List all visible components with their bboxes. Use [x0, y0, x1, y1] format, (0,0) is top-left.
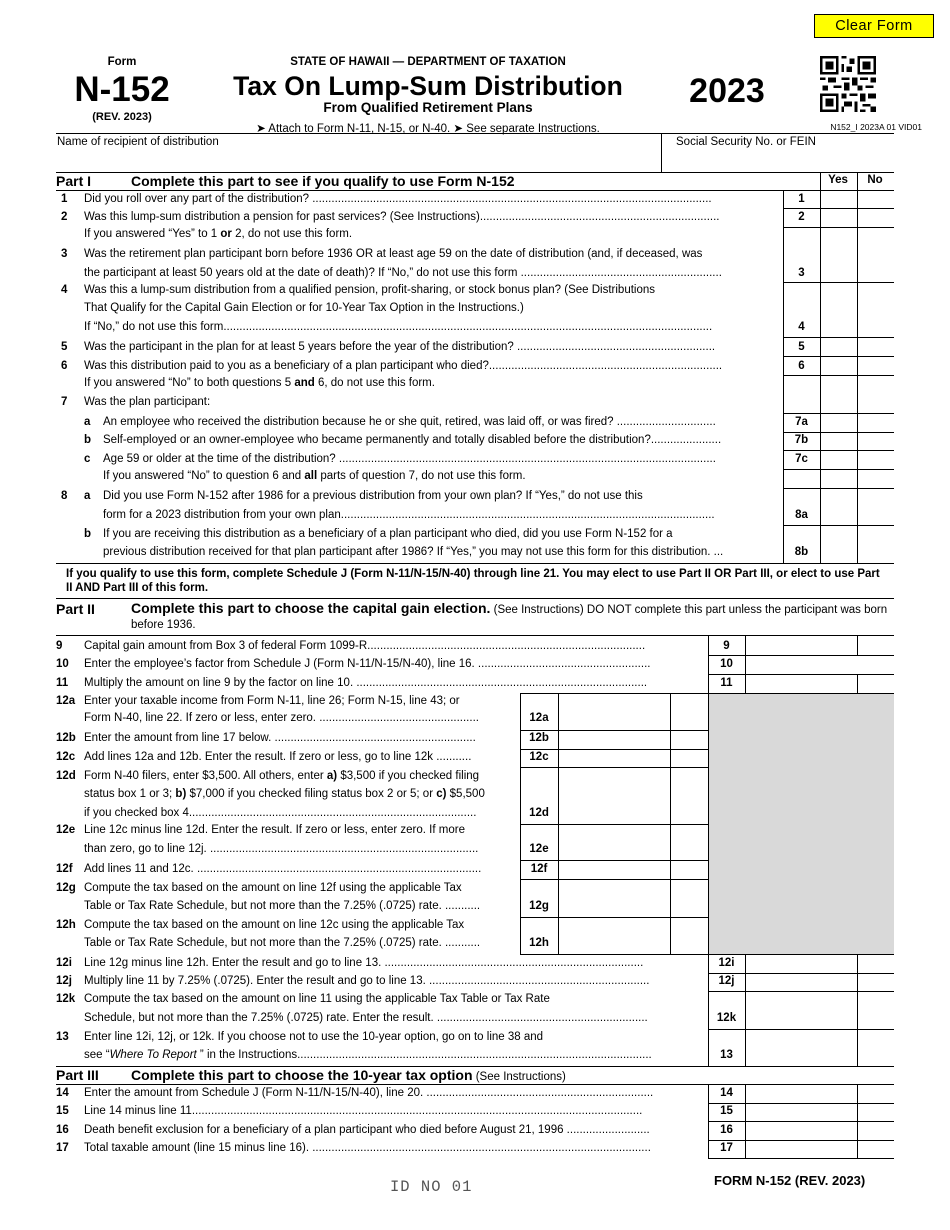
question-8b-line1: If you are receiving this distribution as a beneficiary of a plan participant who died, did you use Form N-152 for a — [103, 528, 673, 540]
line-number: 9 — [56, 640, 63, 652]
yes-answer-cell[interactable] — [821, 209, 857, 227]
no-answer-cell[interactable] — [858, 414, 894, 432]
line-12b-text: Enter the amount from line 17 below. ............................................................... — [84, 732, 476, 744]
line-17-text: Total taxable amount (line 15 minus line 16). .......................................................................................................... — [84, 1142, 651, 1154]
question-7a-text: An employee who received the distribution because he or she quit, retired, was laid off, or was fired? ............................... — [103, 416, 716, 428]
line-12i-text: Line 12g minus line 12h. Enter the result and go to line 13. ................................................................................. — [84, 957, 644, 969]
part1-end-rule — [56, 563, 894, 564]
question-3-line1: Was the retirement plan participant born before 1936 OR at least age 59 on the date of distribution (and, if deceased, was — [84, 248, 703, 260]
line-number: 17 — [56, 1142, 69, 1154]
line-number: 3 — [61, 248, 68, 260]
col-line — [745, 954, 746, 1066]
header-rule — [56, 133, 894, 134]
question-7c-text: Age 59 or older at the time of the distribution? ...................................................................................................................... — [103, 453, 716, 465]
line-box-label: 12f — [530, 863, 548, 875]
no-answer-cell[interactable] — [858, 228, 894, 282]
line-number: 12d — [56, 770, 76, 782]
line-number: 1 — [61, 193, 68, 205]
qualify-note: If you qualify to use this form, complete Schedule J (Form N-11/N-15/N-40) through line 21. You may elect to use Part II OR Part III, or elect to use Part II AND Part III of this form. — [66, 568, 880, 594]
line-12g-line2: Table or Tax Rate Schedule, but not more than the 7.25% (.0725) rate. ........... — [84, 900, 481, 912]
name-label: Name of recipient of distribution — [57, 136, 219, 148]
line-number: 6 — [61, 360, 68, 372]
line-box-label: 7b — [794, 434, 809, 446]
part1-col-line — [783, 190, 784, 563]
yes-answer-cell[interactable] — [821, 489, 857, 525]
part3-header-rule — [56, 1084, 894, 1085]
question-4-line1: Was this a lump-sum distribution from a qualified pension, profit-sharing, or stock bonus plan? (See Distributions — [84, 284, 656, 296]
line-box-label: 12d — [529, 807, 549, 819]
question-6-text: Was this distribution paid to you as a beneficiary of a plan participant who died?......................................................................... — [84, 360, 723, 372]
no-answer-cell[interactable] — [858, 433, 894, 450]
part3-note: (See Instructions) — [475, 1071, 566, 1083]
yes-answer-cell[interactable] — [821, 451, 857, 469]
no-answer-cell[interactable] — [858, 357, 894, 375]
line-number: 12b — [56, 732, 76, 744]
line-14-text: Enter the amount from Schedule J (Form N-11/N-15/N-40), line 20. ....................................................................... — [84, 1087, 654, 1099]
line-12d-line1: Form N-40 filers, enter $3,500. All others, enter a) $3,500 if you checked filing — [84, 770, 480, 782]
name-ssn-divider — [661, 133, 662, 172]
question-2-text: Was this lump-sum distribution a pension for past services? (See Instructions)........................................................................... — [84, 211, 720, 223]
line-number: 12e — [56, 824, 76, 836]
attach-note: ➤ Attach to Form N-11, N-15, or N-40. ➤ See separate Instructions. — [256, 123, 600, 135]
line-box-label: 13 — [720, 1049, 733, 1061]
line-number: 10 — [56, 658, 69, 670]
part3-label: Part III — [56, 1067, 99, 1083]
question-1-text: Did you roll over any part of the distribution? ............................................................................................................................. — [84, 193, 712, 205]
yes-answer-cell[interactable] — [821, 228, 857, 282]
yes-answer-cell[interactable] — [821, 357, 857, 375]
no-answer-cell[interactable] — [858, 451, 894, 469]
question-5-text: Was the participant in the plan for at least 5 years before the year of the distribution? .............................................................. — [84, 341, 716, 353]
yes-answer-cell[interactable] — [821, 414, 857, 432]
row-rule — [708, 991, 894, 992]
question-3-line2: the participant at least 50 years old at the date of death)? If “No,” do not use this form ............................................................... — [84, 267, 722, 279]
yes-answer-cell[interactable] — [821, 376, 857, 413]
row-rule — [708, 1103, 894, 1104]
line-10-text: Enter the employee’s factor from Schedule J (Form N-11/N-15/N-40), line 16. ...................................................... — [84, 658, 651, 670]
line-13-line2: see “Where To Report ” in the Instructions............................................................................................................... — [84, 1049, 652, 1061]
part3-heading — [131, 1067, 566, 1083]
question-7b-text: Self-employed or an owner-employee who became permanently and totally disabled before the distribution?...................... — [103, 434, 722, 446]
line-box-label: 3 — [798, 267, 805, 279]
no-answer-cell[interactable] — [858, 470, 894, 488]
line-12a-line1: Enter your taxable income from Form N-11, line 26; Form N-15, line 43; or — [84, 695, 460, 707]
line-box-label: 7c — [795, 453, 808, 465]
question-7-text: Was the plan participant: — [84, 396, 211, 408]
question-4-line3: If “No,” do not use this form......................................................................................................................................................... — [84, 321, 713, 333]
line-12e-line1: Line 12c minus line 12d. Enter the result. If zero or less, enter zero. If more — [84, 824, 465, 836]
line-box-label: 12e — [529, 843, 549, 855]
line-12e-line2: than zero, go to line 12j. .................................................................................... — [84, 843, 479, 855]
line-number: 2 — [61, 211, 68, 223]
line-box-label: 4 — [798, 321, 805, 333]
sub-letter: b — [84, 434, 92, 446]
row-rule — [708, 655, 894, 656]
row-rule — [520, 767, 708, 768]
line-box-label: 12a — [529, 712, 549, 724]
question-8b-line2: previous distribution received for that plan participant after 1986? If “Yes,” you may not use this form for this distribution. ... — [103, 546, 724, 558]
ssn-label: Social Security No. or FEIN — [676, 136, 816, 148]
line-number: 12g — [56, 882, 76, 894]
line-box-label: 5 — [798, 341, 805, 353]
line-number: 12a — [56, 695, 76, 707]
line-12h-line1: Compute the tax based on the amount on line 12c using the applicable Tax — [84, 919, 465, 931]
col-line — [857, 954, 858, 1066]
line-box-label: 12b — [529, 732, 549, 744]
line-number: 12k — [56, 993, 76, 1005]
line-12j-text: Multiply line 11 by 7.25% (.0725). Enter the result and go to line 13. ..................................................................... — [84, 975, 650, 987]
line-box-label: 11 — [720, 677, 733, 689]
col-line — [857, 674, 858, 693]
agency-name: STATE OF HAWAII — DEPARTMENT OF TAXATION — [290, 56, 566, 68]
line-number: 12h — [56, 919, 76, 931]
col-line — [745, 635, 746, 693]
form-revision: (REV. 2023) — [92, 111, 152, 123]
clear-form-button[interactable]: Clear Form — [814, 14, 934, 38]
line-box-label: 8a — [795, 509, 808, 521]
row-rule — [708, 1158, 894, 1159]
line-12g-line1: Compute the tax based on the amount on line 12f using the applicable Tax — [84, 882, 462, 894]
line-12k-line2: Schedule, but not more than the 7.25% (.0725) rate. Enter the result. .................................................................. — [84, 1012, 648, 1024]
line-number: 15 — [56, 1105, 69, 1117]
line-number: 7 — [61, 396, 68, 408]
form-title: Tax On Lump-Sum Distribution — [233, 71, 623, 101]
form-word: Form — [107, 56, 137, 68]
yes-answer-cell[interactable] — [821, 470, 857, 488]
part2-top-rule — [56, 598, 894, 599]
sub-letter: a — [84, 490, 91, 502]
line-box-label: 1 — [798, 193, 805, 205]
part2-heading — [131, 601, 891, 633]
row-rule — [708, 1029, 894, 1030]
question-8a-line2: form for a 2023 distribution from your own plan..................................................................................................................... — [103, 509, 715, 521]
form-vid: N152_I 2023A 01 VID01 — [830, 122, 922, 132]
no-answer-cell[interactable] — [858, 283, 894, 337]
yes-answer-cell[interactable] — [821, 283, 857, 337]
line-box-label: 6 — [798, 360, 805, 372]
yes-header: Yes — [828, 174, 848, 186]
sub-letter: b — [84, 528, 92, 540]
qr-code-icon — [820, 56, 876, 112]
sub-letter: c — [84, 453, 91, 465]
row-rule — [520, 824, 708, 825]
line-box-label: 10 — [720, 658, 733, 670]
line-box-label: 12j — [718, 975, 735, 987]
row-rule — [520, 749, 708, 750]
row-rule — [708, 1121, 894, 1122]
line-box-label: 12i — [718, 957, 735, 969]
line-box-label: 12g — [529, 900, 549, 912]
line-number: 12j — [56, 975, 72, 987]
line-12c-text: Add lines 12a and 12b. Enter the result. If zero or less, go to line 12k ........... — [84, 751, 472, 763]
yes-answer-cell[interactable] — [821, 433, 857, 450]
yes-answer-cell[interactable] — [821, 338, 857, 356]
line-16-text: Death benefit exclusion for a beneficiary of a plan participant who died before August 21, 1996 .......................... — [84, 1124, 650, 1136]
line-number: 5 — [61, 341, 68, 353]
row-rule — [520, 879, 708, 880]
form-subtitle: From Qualified Retirement Plans — [323, 100, 533, 115]
line-box-label: 14 — [720, 1087, 733, 1099]
yes-answer-cell[interactable] — [821, 191, 857, 208]
sub-letter: a — [84, 416, 91, 428]
part1-title: Complete this part to see if you qualify to use Form N-152 — [131, 173, 515, 189]
line-box-label: 12c — [529, 751, 549, 763]
line-13-line1: Enter line 12i, 12j, or 12k. If you choose not to use the 10-year option, go on to line 38 and — [84, 1031, 544, 1043]
question-8a-line1: Did you use Form N-152 after 1986 for a previous distribution from your own plan? If “Yes,” do not use this — [103, 490, 643, 502]
line-number: 13 — [56, 1031, 69, 1043]
part2-title: Complete this part to choose the capital gain election. — [131, 600, 491, 616]
yes-answer-cell[interactable] — [821, 526, 857, 563]
line-12k-line1: Compute the tax based on the amount on line 11 using the applicable Tax Table or Tax Rate — [84, 993, 550, 1005]
col-line — [708, 693, 709, 954]
line-box-label: 8b — [794, 546, 809, 558]
line-12a-line2: Form N-40, line 22. If zero or less, enter zero. .................................................. — [84, 712, 479, 724]
recipient-name-input[interactable] — [60, 151, 660, 171]
line-box-label: 12k — [716, 1012, 737, 1024]
row-rule — [520, 860, 708, 861]
row-rule — [708, 973, 894, 974]
no-answer-cell[interactable] — [858, 376, 894, 413]
line-12h-line2: Table or Tax Rate Schedule, but not more than the 7.25% (.0725) rate. ........... — [84, 937, 481, 949]
footer-form-name: FORM N-152 (REV. 2023) — [714, 1173, 866, 1188]
question-7-note: If you answered “No” to question 6 and all parts of question 7, do not use this form. — [103, 470, 526, 482]
line-number: 12i — [56, 957, 72, 969]
no-answer-cell[interactable] — [858, 191, 894, 208]
row-rule — [520, 730, 708, 731]
question-6-note: If you answered “No” to both questions 5 and 6, do not use this form. — [84, 377, 435, 389]
line-12d-line2: status box 1 or 3; b) $7,000 if you checked filing status box 2 or 5; or c) $5,500 — [84, 788, 485, 800]
part2-note: (See Instructions) DO NOT complete this part unless the participant was born before 1936. — [131, 604, 888, 631]
line-box-label: 16 — [720, 1124, 733, 1136]
part1-header-rule — [56, 190, 894, 191]
part2-header-rule — [56, 635, 894, 636]
line-15-text: Line 14 minus line 11............................................................................................................................................. — [84, 1105, 643, 1117]
ssn-input[interactable] — [666, 151, 894, 171]
question-4-line2: That Qualify for the Capital Gain Election or for 10-Year Tax Option in the Instructions.) — [84, 302, 524, 314]
line-9-text: Capital gain amount from Box 3 of federal Form 1099-R....................................................................................... — [84, 640, 646, 652]
line-box-label: 15 — [720, 1105, 733, 1117]
line-box-label: 9 — [723, 640, 730, 652]
part1-label: Part I — [56, 173, 92, 189]
shaded-area — [709, 694, 894, 954]
no-answer-cell[interactable] — [858, 338, 894, 356]
col-line — [857, 635, 858, 655]
line-box-label: 12h — [529, 937, 549, 949]
no-header: No — [867, 174, 883, 186]
line-box-label: 7a — [795, 416, 808, 428]
line-number: 11 — [56, 677, 69, 689]
line-12d-line3: if you checked box 4.......................................................................................... — [84, 807, 477, 819]
tax-year: 2023 — [689, 72, 765, 110]
part3-title: Complete this part to choose the 10-year tax option — [131, 1067, 473, 1083]
form-number: N-152 — [74, 70, 170, 109]
id-number: ID NO 01 — [390, 1178, 473, 1196]
row-rule — [708, 674, 894, 675]
question-2-note: If you answered “Yes” to 1 or 2, do not use this form. — [84, 228, 353, 240]
row-rule — [520, 954, 894, 955]
row-rule — [708, 1140, 894, 1141]
line-box-label: 17 — [720, 1142, 733, 1154]
part2-label: Part II — [56, 601, 95, 617]
line-number: 12f — [56, 863, 73, 875]
line-12f-text: Add lines 11 and 12c. ......................................................................................... — [84, 863, 482, 875]
line-number: 12c — [56, 751, 76, 763]
line-number: 14 — [56, 1087, 69, 1099]
line-box-label: 2 — [798, 211, 805, 223]
row-rule — [520, 917, 708, 918]
no-answer-cell[interactable] — [858, 209, 894, 227]
line-11-text: Multiply the amount on line 9 by the factor on line 10. ........................................................................................... — [84, 677, 648, 689]
line-number: 8 — [61, 490, 68, 502]
no-answer-cell[interactable] — [858, 489, 894, 525]
line-number: 4 — [61, 284, 68, 296]
line-number: 16 — [56, 1124, 69, 1136]
no-answer-cell[interactable] — [858, 526, 894, 563]
